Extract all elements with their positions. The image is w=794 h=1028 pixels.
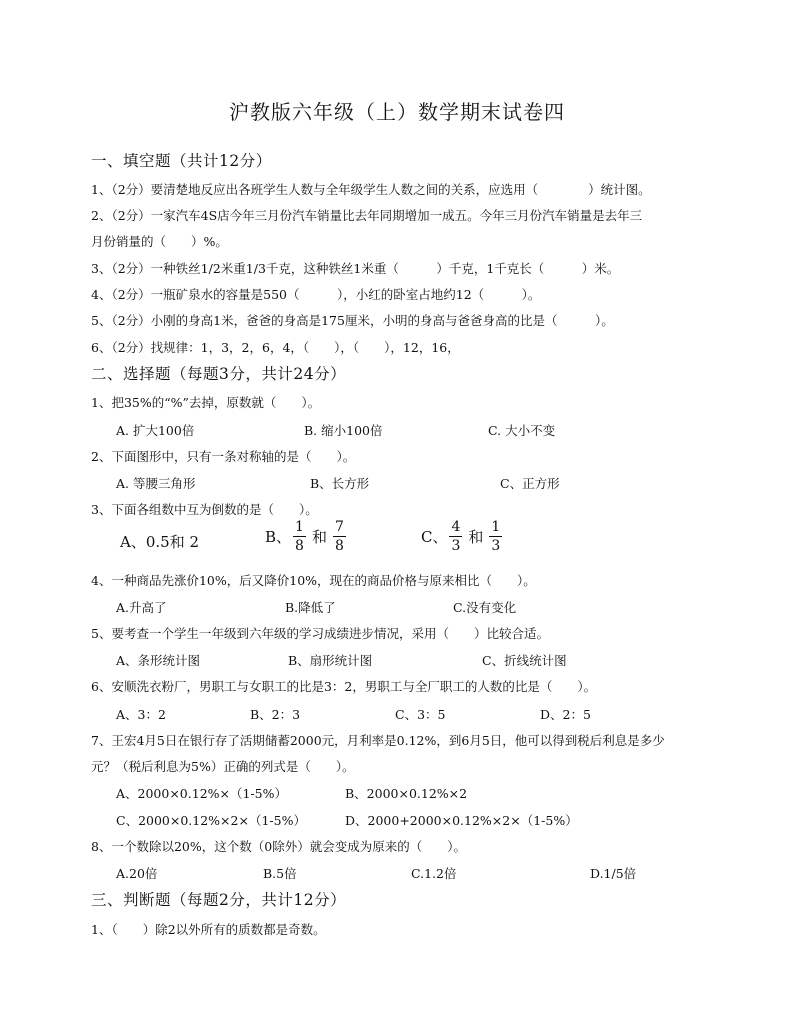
q2-8-option-b: B.5倍 xyxy=(263,866,297,881)
q2-5-option-c: C、折线统计图 xyxy=(482,653,567,668)
q2-8-option-d: D.1/5倍 xyxy=(590,866,637,881)
q2-3-option-c xyxy=(421,520,504,553)
q2-4-option-b: B.降低了 xyxy=(285,600,336,615)
q2-3-option-b xyxy=(265,520,348,553)
q2-3-c-and: 和 xyxy=(468,528,484,546)
fraction-numerator: 1 xyxy=(295,519,304,535)
q2-5-option-a: A、条形统计图 xyxy=(116,653,201,668)
section-heading-choice: 二、选择题（每题3分，共计24分） xyxy=(91,365,347,383)
q2-5-option-b: B、扇形统计图 xyxy=(288,653,373,668)
fraction-numerator: 4 xyxy=(451,519,461,535)
q2-6-option-b: B、2：3 xyxy=(250,707,301,722)
question-1-1: 1、（2分）要清楚地反应出各班学生人数与全年级学生人数之间的关系，应选用（ ）统计图。 xyxy=(91,182,651,197)
q2-1-option-c: C. 大小不变 xyxy=(488,423,556,438)
section-heading-fill-blank: 一、填空题（共计12分） xyxy=(91,152,272,170)
question-2-3: 3、下面各组数中互为倒数的是（ ）。 xyxy=(91,502,318,517)
question-1-5: 5、（2分）小刚的身高1米，爸爸的身高是175厘米，小明的身高与爸爸身高的比是（ ）。 xyxy=(91,313,614,328)
fraction-denominator: 3 xyxy=(451,538,461,554)
q2-7-option-c: C、2000×0.12%×2×（1-5%） xyxy=(116,813,306,828)
fraction-denominator: 3 xyxy=(491,538,501,554)
fraction-numerator: 7 xyxy=(334,519,344,535)
q2-4-option-a: A.升高了 xyxy=(116,600,167,615)
q2-3-b-fraction-1 xyxy=(293,520,306,553)
q2-8-option-c: C.1.2倍 xyxy=(411,866,457,881)
fraction-denominator: 8 xyxy=(334,538,344,554)
q2-3-option-b-label: B、 xyxy=(265,528,292,546)
section-heading-true-false: 三、判断题（每题2分，共计12分） xyxy=(91,891,347,909)
q2-6-option-c: C、3：5 xyxy=(395,707,446,722)
fraction-denominator: 8 xyxy=(295,538,304,554)
question-2-4: 4、一种商品先涨价10%，后又降价10%，现在的商品价格与原来相比（ ）。 xyxy=(91,573,536,588)
q2-3-b-and: 和 xyxy=(311,528,327,546)
question-2-7-line2: 元？（税后利息为5%）正确的列式是（ ）。 xyxy=(91,759,355,774)
question-1-4: 4、（2分）一瓶矿泉水的容量是550（ ），小红的卧室占地约12（ ）。 xyxy=(91,287,541,302)
q2-7-option-a: A、2000×0.12%×（1-5%） xyxy=(116,786,288,801)
page-title: 沪教版六年级（上）数学期末试卷四 xyxy=(229,100,565,124)
q2-6-option-a: A、3：2 xyxy=(116,707,166,722)
question-2-7-line1: 7、王宏4月5日在银行存了活期储蓄2000元，月利率是0.12%，到6月5日，他可以得到税后利息是多少 xyxy=(91,733,665,748)
q2-7-option-b: B、2000×0.12%×2 xyxy=(345,786,468,801)
q2-3-c-fraction-2 xyxy=(489,520,502,553)
question-1-2-line1: 2、（2分）一家汽车4S店今年三月份汽车销量比去年同期增加一成五。今年三月份汽车销量是去年三 xyxy=(91,208,643,223)
q2-2-option-c: C、正方形 xyxy=(500,476,560,491)
q2-2-option-b: B、长方形 xyxy=(310,476,370,491)
q2-7-option-d: D、2000+2000×0.12%×2×（1-5%） xyxy=(345,813,578,828)
q2-1-option-b: B. 缩小100倍 xyxy=(304,423,383,438)
q2-4-option-c: C.没有变化 xyxy=(453,600,517,615)
question-1-2-line2: 月份销量的（ ）%。 xyxy=(91,234,228,249)
q2-8-option-a: A.20倍 xyxy=(116,866,158,881)
q2-1-option-a: A. 扩大100倍 xyxy=(116,423,195,438)
question-1-6: 6、（2分）找规律：1，3，2，6，4，（ ），（ ），12，16， xyxy=(91,340,460,355)
question-2-5: 5、要考查一个学生一年级到六年级的学习成绩进步情况，采用（ ）比较合适。 xyxy=(91,626,549,641)
question-2-8: 8、一个数除以20%，这个数（0除外）就会变成为原来的（ ）。 xyxy=(91,839,466,854)
q2-3-option-c-label: C、 xyxy=(421,528,448,546)
question-1-3: 3、（2分）一种铁丝1/2米重1/3千克，这种铁丝1米重（ ）千克，1千克长（ ）米。 xyxy=(91,261,620,276)
q2-3-c-fraction-1 xyxy=(449,520,462,553)
q2-3-b-fraction-2 xyxy=(333,520,346,553)
question-3-1: 1、（ ）除2以外所有的质数都是奇数。 xyxy=(91,922,326,937)
question-2-1: 1、把35%的“%”去掉，原数就（ ）。 xyxy=(91,395,321,410)
question-2-6: 6、安顺洗衣粉厂，男职工与女职工的比是3：2，男职工与全厂职工的人数的比是（ ）。 xyxy=(91,679,597,694)
q2-3-option-a: A、0.5和 2 xyxy=(120,533,199,551)
q2-2-option-a: A. 等腰三角形 xyxy=(116,476,196,491)
question-2-2: 2、下面图形中，只有一条对称轴的是（ ）。 xyxy=(91,449,356,464)
fraction-numerator: 1 xyxy=(491,519,501,535)
q2-6-option-d: D、2：5 xyxy=(540,707,591,722)
